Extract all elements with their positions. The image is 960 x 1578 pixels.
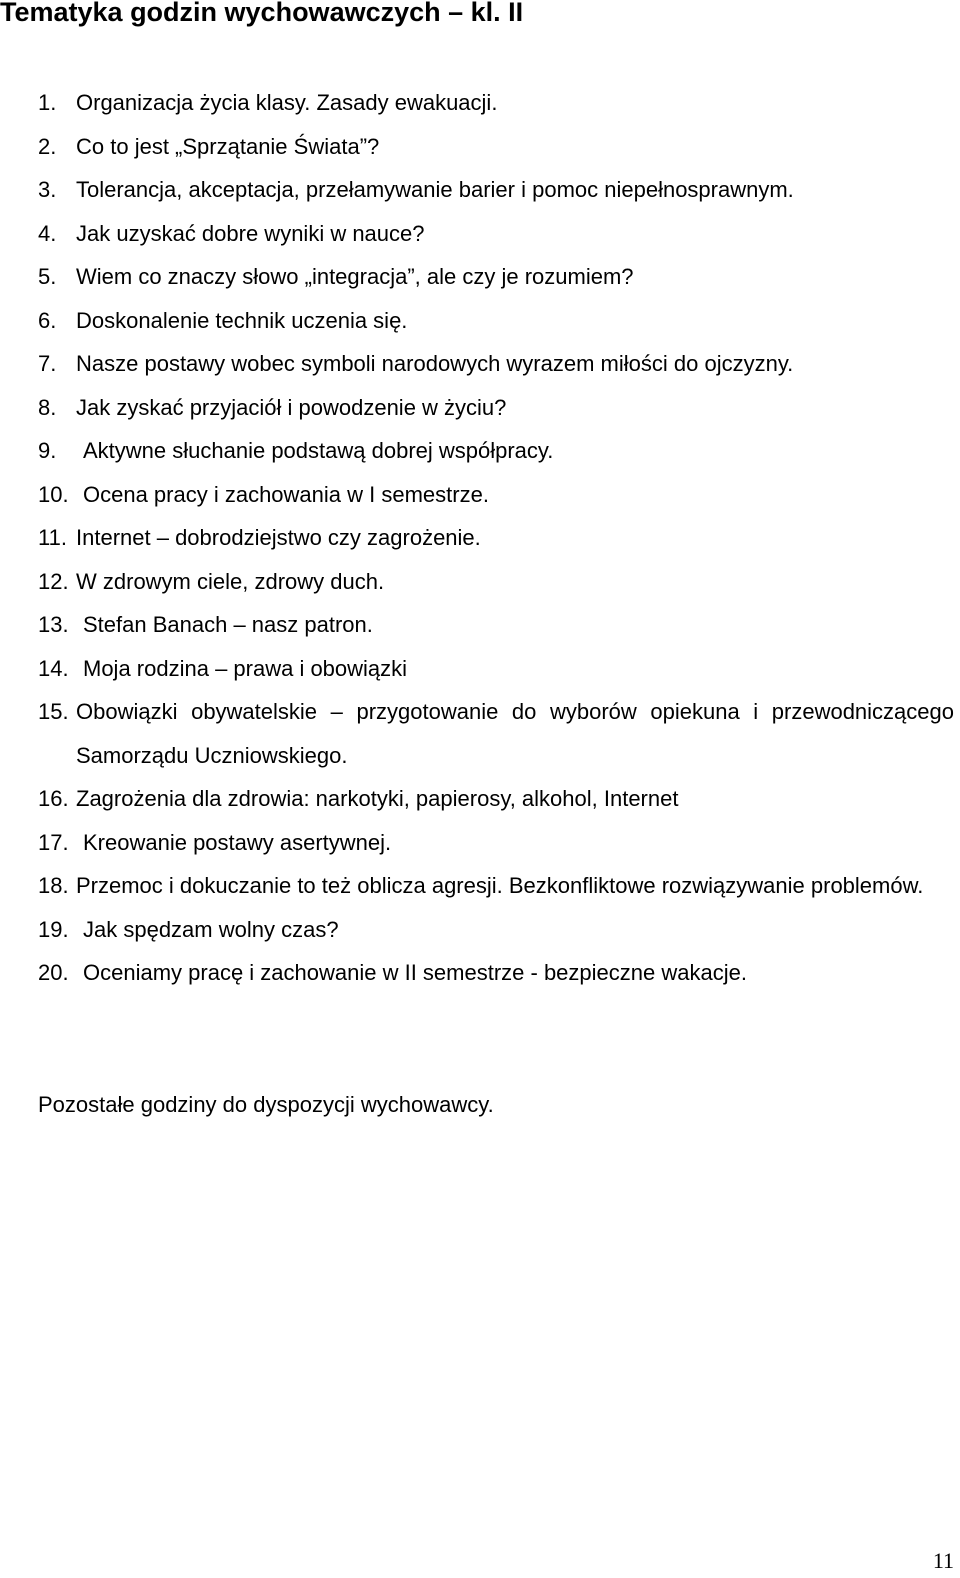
list-item-number: 6. <box>38 307 57 333</box>
list-item-text: Jak zyskać przyjaciół i powodzenie w życiu? <box>76 394 507 420</box>
list-item-text: Obowiązki obywatelskie – przygotowanie do wyborów opiekuna i przewodniczącego Samorządu Uczniowskiego. <box>76 699 954 768</box>
list-item-number: 9. <box>38 438 57 463</box>
list-item-number: 4. <box>38 220 57 246</box>
list-item <box>38 473 954 517</box>
list-item <box>38 777 954 821</box>
list-item-number: 5. <box>38 264 57 289</box>
page-number: 11 <box>932 1548 954 1573</box>
list-item-text: Nasze postawy wobec symboli narodowych wyrazem miłości do ojczyzny. <box>76 351 794 376</box>
list-item <box>38 299 954 343</box>
list-item <box>38 429 954 473</box>
list-item <box>38 516 954 560</box>
list-item <box>38 386 954 430</box>
list-item <box>38 212 954 256</box>
list-item-text: Oceniamy pracę i zachowanie w II semestrze - bezpieczne wakacje. <box>83 960 747 985</box>
list-item-number: 16. <box>38 786 69 811</box>
list-item-text: Zagrożenia dla zdrowia: narkotyki, papierosy, alkohol, Internet <box>76 786 679 811</box>
list-item-number: 10. <box>38 481 69 507</box>
list-item-text: Organizacja życia klasy. Zasady ewakuacji. <box>76 90 498 115</box>
page-title: Tematyka godzin wychowawczych – kl. II <box>0 0 524 27</box>
list-item-text: Kreowanie postawy asertywnej. <box>83 829 392 855</box>
list-item <box>38 821 954 865</box>
list-item-number: 20. <box>38 960 69 985</box>
list-item-text: Tolerancja, akceptacja, przełamywanie barier i pomoc niepełnosprawnym. <box>76 177 794 202</box>
list-item-number: 8. <box>38 394 57 420</box>
list-item <box>38 647 954 691</box>
list-item-number: 7. <box>38 351 57 376</box>
list-item-text: Przemoc i dokuczanie to też oblicza agresji. Bezkonfliktowe rozwiązywanie problemów. <box>76 873 924 898</box>
list-item-number: 12. <box>38 568 69 594</box>
list-item <box>38 951 954 995</box>
list-item-text: Jak spędzam wolny czas? <box>83 916 339 942</box>
list-item <box>38 560 954 604</box>
topic-list <box>38 81 954 995</box>
list-item-number: 11. <box>38 525 67 550</box>
footer-note: Pozostałe godziny do dyspozycji wychowawcy. <box>38 1092 494 1117</box>
list-item-text: Ocena pracy i zachowania w I semestrze. <box>83 481 489 507</box>
list-item-number: 1. <box>38 90 57 115</box>
list-item-text: Stefan Banach – nasz patron. <box>83 612 373 637</box>
list-item-text: Aktywne słuchanie podstawą dobrej współpracy. <box>83 438 554 463</box>
list-item-number: 14. <box>38 655 69 681</box>
list-item <box>38 81 954 125</box>
list-item-number: 18. <box>38 873 69 898</box>
list-item-text: W zdrowym ciele, zdrowy duch. <box>76 568 385 594</box>
list-item-text: Doskonalenie technik uczenia się. <box>76 307 408 333</box>
list-item <box>38 168 954 212</box>
list-item <box>38 864 954 908</box>
list-item-number: 19. <box>38 916 69 942</box>
list-item-number: 15. <box>38 699 69 724</box>
list-item <box>38 255 954 299</box>
list-item-text: Co to jest „Sprzątanie Świata”? <box>76 133 380 159</box>
list-item-text: Jak uzyskać dobre wyniki w nauce? <box>76 220 425 246</box>
list-item-text: Moja rodzina – prawa i obowiązki <box>83 655 408 681</box>
list-item-number: 13. <box>38 612 69 637</box>
list-item-number: 3. <box>38 177 57 202</box>
list-item <box>38 690 954 777</box>
list-item-number: 2. <box>38 133 57 159</box>
list-item <box>38 908 954 952</box>
list-item-number: 17. <box>38 829 69 855</box>
list-item <box>38 603 954 647</box>
list-item <box>38 342 954 386</box>
list-item <box>38 125 954 169</box>
list-item-text: Wiem co znaczy słowo „integracja”, ale czy je rozumiem? <box>76 264 634 289</box>
list-item-text: Internet – dobrodziejstwo czy zagrożenie. <box>76 525 481 550</box>
